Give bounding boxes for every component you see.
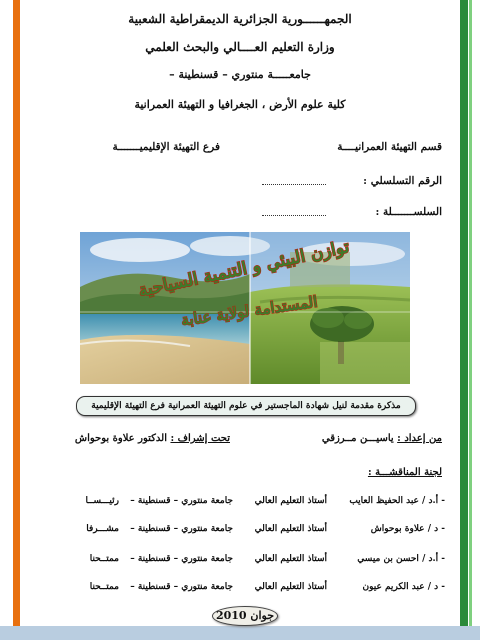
supervised-by: [40, 432, 230, 446]
series-label: السلســـــــلة :: [375, 206, 442, 218]
university-heading: جامعـــــة منتوري – قسنطينة –: [169, 68, 311, 81]
supervisor-name: الدكتور علاوة بوحواش: [74, 433, 167, 444]
thesis-title-line1: توازن البيئي و التنمية السياحية: [136, 237, 352, 302]
member-university: جامعة منتوري – قسنطينة –: [130, 524, 233, 534]
committee-row: [30, 552, 445, 566]
committee-row: [30, 494, 445, 508]
member-university: جامعة منتوري – قسنطينة –: [130, 582, 233, 592]
member-name: - أ.د / عبد الحفيظ العايب: [349, 496, 445, 506]
department-name: قسم التهيئة العمرانيــــة: [337, 141, 442, 153]
right-light-green-border: [469, 0, 472, 640]
member-name: - د / عبد الكريم عيون: [362, 582, 445, 592]
ministry-heading: وزارة التعليم العــــالي والبحث العلمي: [145, 40, 335, 54]
supervisor-label: تحت إشراف :: [170, 433, 230, 444]
member-role: رئيـــســا: [85, 496, 119, 506]
member-role: ممتــحنا: [89, 582, 119, 592]
branch-name: فرع التهيئة الإقليميـــــــة: [112, 141, 220, 153]
prepared-by-name: ياسيـــن مــرزقي: [321, 433, 394, 444]
member-title: أستاذ التعليم العالي: [254, 554, 327, 564]
member-role: ممتــحنا: [89, 554, 119, 564]
member-title: أستاذ التعليم العالي: [254, 582, 327, 592]
republic-heading: الجمهــــــورية الجزائرية الديمقراطية الشعبية: [128, 12, 352, 26]
member-university: جامعة منتوري – قسنطينة –: [130, 554, 233, 564]
prepared-by: [232, 432, 442, 446]
faculty-heading: كلية علوم الأرض ، الجغرافيا و التهيئة العمرانية: [134, 98, 346, 111]
bottom-band: [0, 626, 480, 640]
series-blank: [262, 215, 326, 216]
thesis-title-overlay: [80, 232, 410, 384]
left-orange-border: [13, 0, 20, 640]
committee-heading: لجنة المناقشـــة :: [367, 467, 442, 478]
member-title: أستاذ التعليم العالي: [254, 496, 327, 506]
thesis-caption-banner: مذكرة مقدمة لنيل شهادة الماجستير في علوم التهيئة العمرانية فرع التهيئة الإقليمية: [76, 396, 416, 416]
thesis-title-line2: المستدامة لولاية عنابة: [180, 292, 319, 330]
member-title: أستاذ التعليم العالي: [254, 524, 327, 534]
member-name: - أ.د / احسن بن ميسي: [357, 554, 445, 564]
serial-number-blank: [262, 184, 326, 185]
member-name: - د / علاوة بوحواش: [370, 524, 445, 534]
member-university: جامعة منتوري – قسنطينة –: [130, 496, 233, 506]
committee-row: [30, 580, 445, 594]
serial-number-label: الرقم التسلسلي :: [363, 175, 442, 187]
submission-date: جوان 2010: [212, 606, 278, 626]
prepared-by-label: من إعداد :: [397, 433, 442, 444]
right-green-border: [460, 0, 468, 640]
member-role: مشـــرفا: [86, 524, 119, 534]
committee-row: [30, 522, 445, 536]
